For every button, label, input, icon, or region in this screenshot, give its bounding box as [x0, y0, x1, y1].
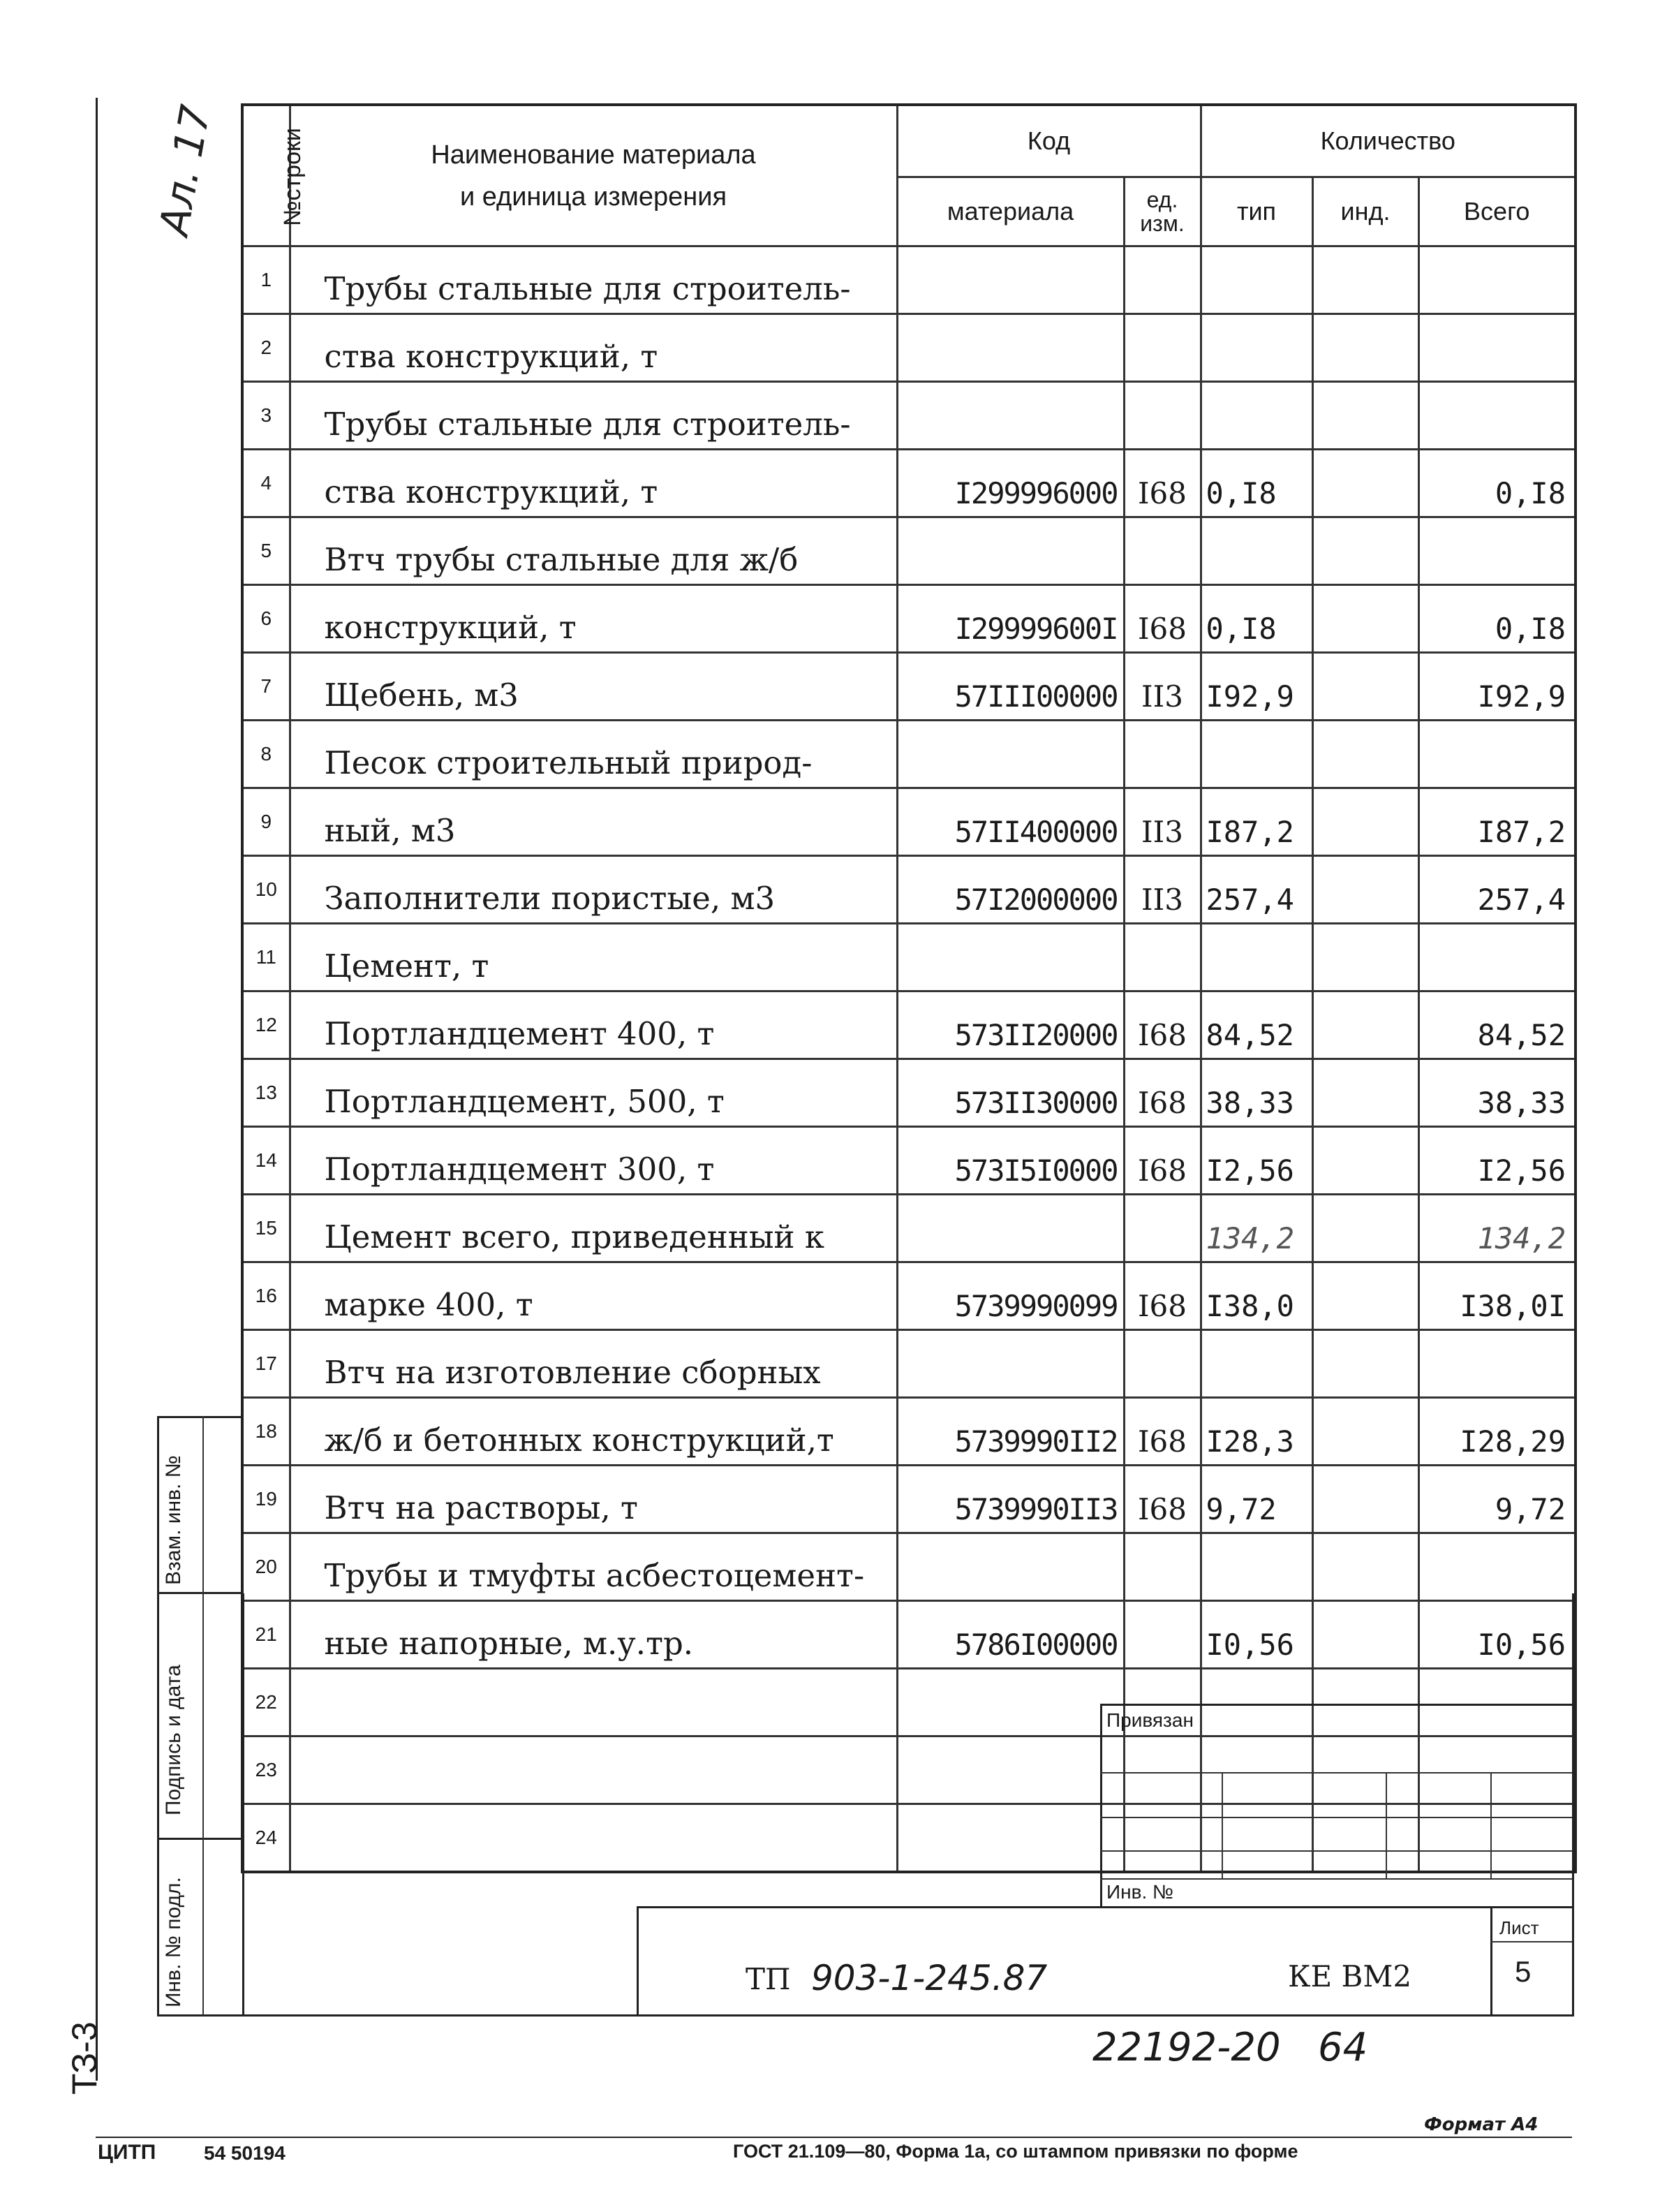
qty-type-cell: 84,52 — [1201, 991, 1312, 1059]
unit-code-cell: I68 — [1124, 1262, 1201, 1330]
header-code: Код — [897, 105, 1201, 177]
qty-ind-cell — [1312, 653, 1418, 721]
qty-ind-cell — [1312, 788, 1418, 856]
qty-total-cell — [1418, 1330, 1576, 1398]
material-name-cell: ные напорные, м.у.тр. — [290, 1601, 897, 1669]
table-row — [242, 450, 1576, 517]
material-code-cell: 573I5I0000 — [897, 1127, 1124, 1195]
material-name-cell: Трубы стальные для строитель- — [290, 382, 897, 450]
qty-total-cell: 38,33 — [1418, 1059, 1576, 1127]
privyazan-row-1 — [1100, 1772, 1572, 1774]
frame-bottom — [242, 2014, 1574, 2016]
unit-code-cell — [1124, 517, 1201, 585]
side-stamp-bottom — [157, 2014, 242, 2016]
qty-type-cell — [1201, 1533, 1312, 1601]
qty-ind-cell — [1312, 1737, 1418, 1804]
row-number-cell: 15 — [242, 1195, 290, 1262]
unit-code-cell — [1124, 246, 1201, 314]
material-name-cell: конструкций, т — [290, 585, 897, 653]
unit-code-cell — [1124, 382, 1201, 450]
privyazan-col-3 — [1490, 1772, 1492, 1878]
materials-table — [241, 103, 1577, 1873]
table-row — [242, 585, 1576, 653]
material-name-cell: Песок строительный природ- — [290, 721, 897, 788]
row-number-cell: 18 — [242, 1398, 290, 1466]
material-code-cell — [897, 1804, 1124, 1873]
sheet-cell-divider — [1490, 1941, 1572, 1942]
table-row — [242, 721, 1576, 788]
material-code-cell — [897, 1533, 1124, 1601]
row-number-cell: 13 — [242, 1059, 290, 1127]
doc-number: 903-1-245.87 — [811, 1958, 1048, 1998]
unit-code-cell: I68 — [1124, 450, 1201, 517]
row-number-cell: 16 — [242, 1262, 290, 1330]
qty-ind-cell — [1312, 1059, 1418, 1127]
material-name-cell: Заполнители пористые, м3 — [290, 856, 897, 924]
qty-total-cell — [1418, 314, 1576, 382]
qty-type-cell — [1201, 382, 1312, 450]
table-row — [242, 1466, 1576, 1533]
qty-type-cell: I92,9 — [1201, 653, 1312, 721]
qty-total-cell: 84,52 — [1418, 991, 1576, 1059]
material-name-cell: ства конструкций, т — [290, 450, 897, 517]
material-name-cell — [290, 1804, 897, 1873]
qty-ind-cell — [1312, 1804, 1418, 1873]
row-number-cell: 3 — [242, 382, 290, 450]
page-left-border — [96, 98, 98, 2081]
qty-type-cell: 134,2 — [1201, 1195, 1312, 1262]
qty-total-cell: 257,4 — [1418, 856, 1576, 924]
unit-code-cell — [1124, 721, 1201, 788]
qty-total-cell: I92,9 — [1418, 653, 1576, 721]
unit-code-cell — [1124, 1601, 1201, 1669]
material-code-cell: 5739990II3 — [897, 1466, 1124, 1533]
table-row — [242, 1127, 1576, 1195]
qty-type-cell: I2,56 — [1201, 1127, 1312, 1195]
material-code-cell: 57I2000000 — [897, 856, 1124, 924]
table-row — [242, 1262, 1576, 1330]
table-row — [242, 1669, 1576, 1737]
below-stamp-number: 22192-20 64 — [1092, 2025, 1368, 2070]
qty-ind-cell — [1312, 382, 1418, 450]
material-code-cell: 573II20000 — [897, 991, 1124, 1059]
qty-type-cell: I87,2 — [1201, 788, 1312, 856]
qty-ind-cell — [1312, 1127, 1418, 1195]
footer-gost: ГОСТ 21.109—80, Форма 1а, со штампом привязки по форме — [733, 2141, 1298, 2162]
side-stamp-divider-1 — [157, 1592, 242, 1594]
row-number-cell: 8 — [242, 721, 290, 788]
privyazan-label: Привязан — [1106, 1709, 1194, 1731]
qty-type-cell — [1201, 314, 1312, 382]
material-code-cell: 5739990II2 — [897, 1398, 1124, 1466]
qty-ind-cell — [1312, 721, 1418, 788]
qty-type-cell: 38,33 — [1201, 1059, 1312, 1127]
qty-total-cell — [1418, 1737, 1576, 1804]
material-name-cell: Трубы и тмуфты асбестоцемент- — [290, 1533, 897, 1601]
sheet-cell-left — [1490, 1906, 1492, 2015]
qty-type-cell — [1201, 924, 1312, 991]
material-code-cell — [897, 246, 1124, 314]
qty-total-cell: I38,0I — [1418, 1262, 1576, 1330]
material-code-cell — [897, 1669, 1124, 1737]
qty-ind-cell — [1312, 517, 1418, 585]
privyazan-top — [1100, 1704, 1572, 1706]
side-label-podpis: Подпись и дата — [162, 1665, 185, 1815]
footer-left-num: 54 50194 — [204, 2142, 286, 2164]
qty-total-cell — [1418, 246, 1576, 314]
qty-type-cell — [1201, 1669, 1312, 1737]
qty-type-cell: 9,72 — [1201, 1466, 1312, 1533]
side-stamp-left-border — [157, 1416, 159, 2016]
qty-total-cell — [1418, 382, 1576, 450]
qty-total-cell: 134,2 — [1418, 1195, 1576, 1262]
material-name-cell: Цемент всего, приведенный к — [290, 1195, 897, 1262]
qty-type-cell — [1201, 1330, 1312, 1398]
material-code-cell — [897, 314, 1124, 382]
qty-ind-cell — [1312, 924, 1418, 991]
side-label-inv-podl: Инв. № подл. — [162, 1877, 185, 2007]
privyazan-col-1 — [1222, 1772, 1223, 1878]
title-block-top — [637, 1906, 1572, 1908]
material-name-cell: Цемент, т — [290, 924, 897, 991]
material-name-cell: марке 400, т — [290, 1262, 897, 1330]
material-code-cell: 5739990099 — [897, 1262, 1124, 1330]
side-stamp-top — [157, 1416, 242, 1418]
header-code-unit: ед. изм. — [1124, 177, 1201, 246]
row-number-cell: 24 — [242, 1804, 290, 1873]
material-name-cell: Втч на изготовление сборных — [290, 1330, 897, 1398]
table-row — [242, 382, 1576, 450]
qty-total-cell — [1418, 1669, 1576, 1737]
side-stamp-divider-2 — [157, 1838, 242, 1840]
table-row — [242, 1737, 1576, 1804]
doc-code: ТП — [746, 1962, 791, 1996]
qty-ind-cell — [1312, 1669, 1418, 1737]
material-name-cell — [290, 1669, 897, 1737]
qty-total-cell: I2,56 — [1418, 1127, 1576, 1195]
row-number-cell: 21 — [242, 1601, 290, 1669]
qty-ind-cell — [1312, 1195, 1418, 1262]
qty-ind-cell — [1312, 1533, 1418, 1601]
qty-ind-cell — [1312, 314, 1418, 382]
table-row — [242, 991, 1576, 1059]
qty-ind-cell — [1312, 246, 1418, 314]
material-name-cell: ный, м3 — [290, 788, 897, 856]
row-number-cell: 1 — [242, 246, 290, 314]
row-number-cell: 12 — [242, 991, 290, 1059]
row-number-cell: 2 — [242, 314, 290, 382]
header-code-material: материала — [897, 177, 1124, 246]
qty-total-cell — [1418, 1533, 1576, 1601]
qty-type-cell: 0,I8 — [1201, 450, 1312, 517]
material-name-cell: ства конструкций, т — [290, 314, 897, 382]
unit-code-cell — [1124, 1533, 1201, 1601]
header-qty-total: Всего — [1418, 177, 1576, 246]
row-number-cell: 11 — [242, 924, 290, 991]
material-name-cell: ж/б и бетонных конструкций,т — [290, 1398, 897, 1466]
material-code-cell — [897, 382, 1124, 450]
material-code-cell — [897, 1737, 1124, 1804]
header-qty-ind: инд. — [1312, 177, 1418, 246]
unit-code-cell — [1124, 314, 1201, 382]
qty-total-cell — [1418, 721, 1576, 788]
row-number-cell: 17 — [242, 1330, 290, 1398]
unit-code-cell — [1124, 1195, 1201, 1262]
material-name-cell: Втч трубы стальные для ж/б — [290, 517, 897, 585]
unit-code-cell: I68 — [1124, 1127, 1201, 1195]
row-number-cell: 6 — [242, 585, 290, 653]
side-label-vzam: Взам. инв. № — [162, 1455, 185, 1585]
qty-type-cell: 257,4 — [1201, 856, 1312, 924]
unit-code-cell — [1124, 1804, 1201, 1873]
material-code-cell: 57III00000 — [897, 653, 1124, 721]
unit-code-cell: I68 — [1124, 1059, 1201, 1127]
qty-type-cell: I38,0 — [1201, 1262, 1312, 1330]
unit-code-cell — [1124, 1737, 1201, 1804]
qty-ind-cell — [1312, 450, 1418, 517]
privyazan-row-4 — [1100, 1878, 1572, 1880]
privyazan-row-3 — [1100, 1850, 1572, 1852]
sheet-number: 5 — [1515, 1955, 1532, 1988]
qty-total-cell: I28,29 — [1418, 1398, 1576, 1466]
unit-code-cell: II3 — [1124, 653, 1201, 721]
qty-type-cell: I0,56 — [1201, 1601, 1312, 1669]
row-number-cell: 14 — [242, 1127, 290, 1195]
left-vertical-label: ТЗ-3 — [65, 2021, 104, 2095]
footer-line — [96, 2137, 1572, 2138]
table-row — [242, 924, 1576, 991]
doc-mark: КЕ ВМ2 — [1288, 1959, 1412, 1993]
row-number-cell: 10 — [242, 856, 290, 924]
qty-type-cell: I28,3 — [1201, 1398, 1312, 1466]
table-row — [242, 314, 1576, 382]
qty-ind-cell — [1312, 1398, 1418, 1466]
table-row — [242, 788, 1576, 856]
qty-total-cell: 0,I8 — [1418, 585, 1576, 653]
material-code-cell — [897, 1330, 1124, 1398]
table-row — [242, 856, 1576, 924]
material-code-cell: I29999600I — [897, 585, 1124, 653]
privyazan-col-2 — [1386, 1772, 1387, 1878]
row-number-cell: 5 — [242, 517, 290, 585]
header-row-number: №строки — [242, 105, 290, 246]
qty-type-cell — [1201, 246, 1312, 314]
material-code-cell: 573II30000 — [897, 1059, 1124, 1127]
qty-total-cell: 0,I8 — [1418, 450, 1576, 517]
material-code-cell — [897, 721, 1124, 788]
table-row — [242, 1059, 1576, 1127]
inv-no-label: Инв. № — [1106, 1881, 1174, 1903]
qty-ind-cell — [1312, 1262, 1418, 1330]
frame-left — [242, 1593, 244, 2015]
material-name-cell: Портландцемент, 500, т — [290, 1059, 897, 1127]
qty-type-cell — [1201, 1737, 1312, 1804]
row-number-cell: 22 — [242, 1669, 290, 1737]
header-name: Наименование материала и единица измерения — [290, 105, 897, 246]
unit-code-cell: I68 — [1124, 1398, 1201, 1466]
format-label: Формат А4 — [1424, 2114, 1539, 2135]
frame-right — [1572, 1593, 1574, 2015]
qty-ind-cell — [1312, 1330, 1418, 1398]
row-number-cell: 7 — [242, 653, 290, 721]
qty-type-cell — [1201, 517, 1312, 585]
qty-total-cell: 9,72 — [1418, 1466, 1576, 1533]
qty-ind-cell — [1312, 1601, 1418, 1669]
material-code-cell — [897, 1195, 1124, 1262]
material-code-cell: 5786I00000 — [897, 1601, 1124, 1669]
qty-type-cell: 0,I8 — [1201, 585, 1312, 653]
row-number-cell: 19 — [242, 1466, 290, 1533]
table-row — [242, 1533, 1576, 1601]
material-code-cell — [897, 517, 1124, 585]
row-number-cell: 20 — [242, 1533, 290, 1601]
qty-ind-cell — [1312, 585, 1418, 653]
privyazan-row-2 — [1100, 1817, 1572, 1818]
unit-code-cell: II3 — [1124, 788, 1201, 856]
header-quantity: Количество — [1201, 105, 1576, 177]
table-row — [242, 1330, 1576, 1398]
header-qty-type: тип — [1201, 177, 1312, 246]
table-row — [242, 1195, 1576, 1262]
table-row — [242, 246, 1576, 314]
row-number-cell: 4 — [242, 450, 290, 517]
material-code-cell: 57II400000 — [897, 788, 1124, 856]
material-code-cell: I299996000 — [897, 450, 1124, 517]
material-name-cell: Портландцемент 300, т — [290, 1127, 897, 1195]
unit-code-cell: I68 — [1124, 991, 1201, 1059]
qty-ind-cell — [1312, 1466, 1418, 1533]
side-stamp-inner-line — [202, 1416, 204, 2015]
table-row — [242, 1601, 1576, 1669]
qty-ind-cell — [1312, 856, 1418, 924]
qty-ind-cell — [1312, 991, 1418, 1059]
qty-total-cell: I87,2 — [1418, 788, 1576, 856]
qty-total-cell — [1418, 924, 1576, 991]
material-code-cell — [897, 924, 1124, 991]
margin-note: Ал. 17 — [150, 101, 220, 239]
unit-code-cell — [1124, 1330, 1201, 1398]
table-row — [242, 1804, 1576, 1873]
table-row — [242, 1398, 1576, 1466]
qty-total-cell — [1418, 517, 1576, 585]
material-name-cell: Портландцемент 400, т — [290, 991, 897, 1059]
unit-code-cell: I68 — [1124, 1466, 1201, 1533]
footer-left: ЦИТП — [98, 2141, 156, 2164]
row-number-cell: 9 — [242, 788, 290, 856]
qty-total-cell — [1418, 1804, 1576, 1873]
title-block-left — [637, 1906, 639, 2015]
table-row — [242, 653, 1576, 721]
material-name-cell — [290, 1737, 897, 1804]
unit-code-cell: I68 — [1124, 585, 1201, 653]
material-name-cell: Втч на растворы, т — [290, 1466, 897, 1533]
row-number-cell: 23 — [242, 1737, 290, 1804]
list-label: Лист — [1499, 1917, 1539, 1938]
table-row — [242, 517, 1576, 585]
unit-code-cell: II3 — [1124, 856, 1201, 924]
material-name-cell: Трубы стальные для строитель- — [290, 246, 897, 314]
privyazan-left — [1100, 1704, 1102, 1906]
qty-type-cell — [1201, 721, 1312, 788]
qty-total-cell: I0,56 — [1418, 1601, 1576, 1669]
unit-code-cell — [1124, 924, 1201, 991]
qty-type-cell — [1201, 1804, 1312, 1873]
material-name-cell: Щебень, м3 — [290, 653, 897, 721]
